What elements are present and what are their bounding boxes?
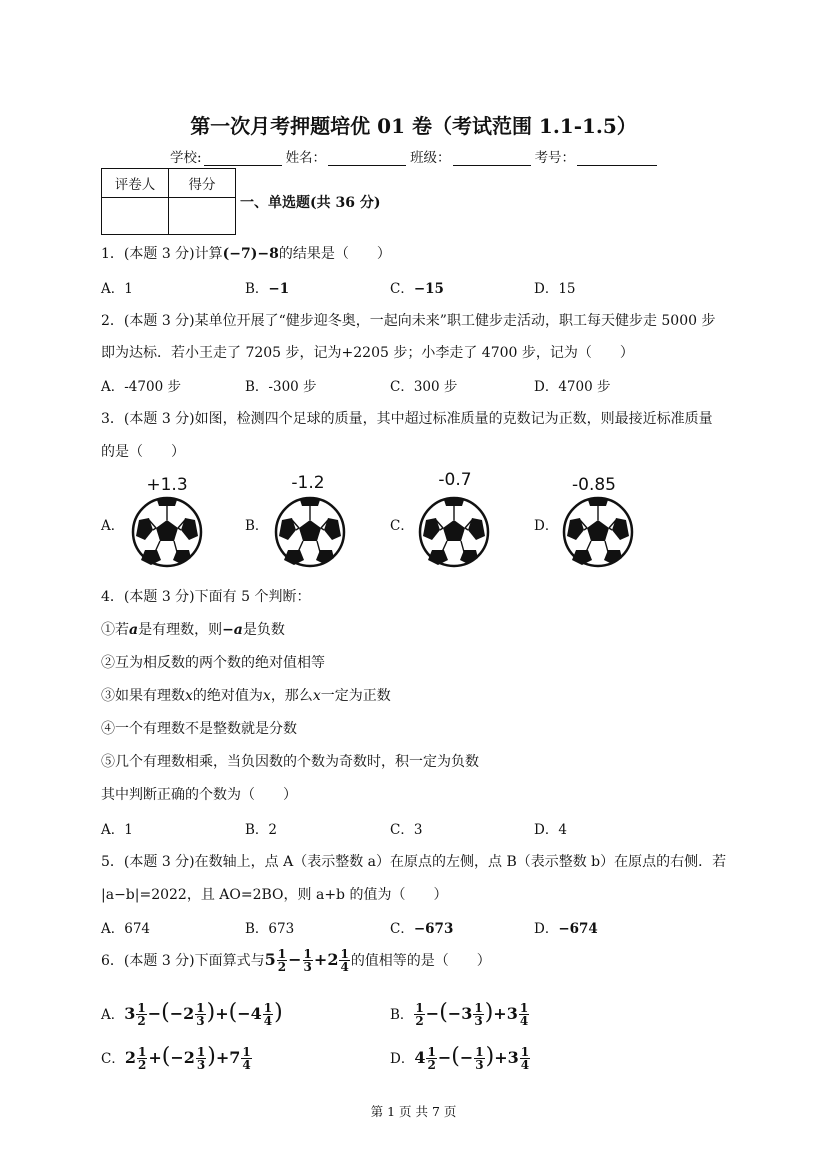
grader-table	[101, 168, 236, 235]
question-4-option-d: D．4	[534, 822, 567, 838]
text: ，那么	[270, 688, 313, 704]
question-2-line-2: 即为达标．若小王走了 7205 步，记为+2205 步；小李走了 4700 步，记为（ ）	[101, 345, 634, 361]
option-label: B．	[245, 281, 269, 297]
question-2-option-c: C．300 步	[390, 379, 458, 395]
option-label: B．	[390, 1007, 414, 1023]
question-3-option-d: D．	[534, 518, 559, 534]
question-2-option-b: B．-300 步	[245, 379, 317, 395]
score-header: 得分	[169, 169, 236, 198]
school-blank	[204, 151, 282, 166]
math-var: x	[312, 688, 321, 704]
question-1-option-a: A．1	[101, 281, 133, 297]
question-5-option-d	[534, 917, 598, 937]
text: 的值相等的是（ ）	[350, 953, 491, 969]
question-4-ask: 其中判断正确的个数为（ ）	[101, 787, 297, 803]
question-1-expression: (−7)−8	[222, 246, 279, 262]
question-4-option-a: A．1	[101, 822, 133, 838]
text: ①若	[101, 622, 129, 638]
question-1-option-c	[390, 277, 444, 297]
option-value: −1	[268, 281, 290, 297]
math-expression: $\frac{1}{2}$ −(−3 $\frac{1}{3}$ )+3 $\frac{1}{4}$	[415, 1000, 529, 1028]
option-label: C．	[390, 281, 414, 297]
soccer-ball-icon	[562, 496, 634, 568]
question-2-line-1: 2．(本题 3 分)某单位开展了“健步迎冬奥，一起向未来”职工健步走活动，职工每天健步走 5000 步	[101, 313, 716, 329]
ball-a-value: +1.3	[146, 475, 188, 495]
option-label: D．	[390, 1051, 415, 1067]
question-6-option-b	[390, 1000, 530, 1027]
section-title: 一、单选题(共 36 分)	[240, 195, 381, 211]
soccer-ball-icon	[274, 496, 346, 568]
score-cell	[169, 198, 236, 235]
question-1-prefix: 1．(本题 3 分)计算	[101, 246, 223, 262]
text: 是负数	[242, 622, 285, 638]
math-expression: 5 $\frac{1}{2}$ − $\frac{1}{3}$ +2 $\frac{1}{4}$	[264, 947, 349, 974]
text: 6．(本题 3 分)下面算式与	[101, 953, 265, 969]
grader-header: 评卷人	[102, 169, 169, 198]
question-4-statement-3	[101, 685, 391, 705]
text: ③如果有理数	[101, 688, 185, 704]
text: 的绝对值为	[192, 688, 263, 704]
math-var: x	[262, 688, 271, 704]
question-1-option-d: D．15	[534, 281, 576, 297]
question-6-option-c	[101, 1044, 253, 1071]
question-1-option-b	[245, 277, 289, 297]
question-3-option-a: A．	[101, 518, 125, 534]
question-5-option-b: B．673	[245, 921, 295, 937]
math-var: −a	[222, 622, 243, 638]
option-label: A．	[101, 1007, 125, 1023]
text: 一定为正数	[320, 688, 391, 704]
ball-b-value: -1.2	[291, 473, 325, 493]
question-5-option-a: A．674	[101, 921, 151, 937]
student-info-line	[170, 146, 661, 166]
question-5-option-c	[390, 917, 453, 937]
option-label: D．	[534, 921, 559, 937]
math-var: x	[185, 688, 193, 704]
grader-cell	[102, 198, 169, 235]
question-1-suffix: 的结果是（ ）	[278, 246, 391, 262]
question-4-option-b: B．2	[245, 822, 278, 838]
exam-no-blank	[577, 151, 657, 166]
option-label: C．	[101, 1051, 125, 1067]
question-3-line-1: 3．(本题 3 分)如图，检测四个足球的质量，其中超过标准质量的克数记为正数，则最接近标准质量	[101, 411, 713, 427]
soccer-ball-icon	[418, 496, 490, 568]
class-blank	[453, 151, 531, 166]
question-1-stem	[101, 243, 391, 263]
ball-d-value: -0.85	[572, 475, 616, 495]
question-3-option-b: B．	[245, 518, 269, 534]
class-label: 班级：	[410, 150, 451, 166]
question-5-line-1: 5．(本题 3 分)在数轴上，点 A（表示整数 a）在原点的左侧，点 B（表示整数 b）在原点的右侧．若	[101, 854, 727, 870]
question-2-option-a: A．-4700 步	[101, 379, 181, 395]
exam-no-label: 考号：	[534, 150, 576, 166]
question-4-statement-1	[101, 619, 285, 639]
ball-c-value: -0.7	[438, 470, 472, 490]
option-value: −673	[413, 921, 454, 937]
question-4-statement-5: ⑤几个有理数相乘，当负因数的个数为奇数时，积一定为负数	[101, 754, 479, 770]
question-4-statement-4: ④一个有理数不是整数就是分数	[101, 721, 297, 737]
name-label: 姓名：	[285, 150, 327, 166]
question-2-option-d: D．4700 步	[534, 379, 611, 395]
math-expression: 2 $\frac{1}{2}$ +(−2 $\frac{1}{3}$ )+7 $\frac{1}{4}$	[124, 1044, 251, 1072]
page-footer: 第 1 页 共 7 页	[370, 1104, 457, 1119]
page-title: 第一次月考押题培优 01 卷（考试范围 1.1-1.5）	[190, 114, 637, 138]
option-value: −674	[558, 921, 598, 937]
math-var: a	[129, 622, 139, 638]
text: 是有理数，则	[138, 622, 223, 638]
option-label: C．	[390, 921, 414, 937]
question-3-line-2: 的是（ ）	[101, 444, 185, 460]
name-blank	[328, 151, 406, 166]
question-3-option-c: C．	[390, 518, 414, 534]
question-4-statement-2: ②互为相反数的两个数的绝对值相等	[101, 655, 325, 671]
math-expression: 3 $\frac{1}{2}$ −(−2 $\frac{1}{3}$ )+(−4 $\frac{1}{4}$ )	[124, 1000, 283, 1028]
question-4-option-c: C．3	[390, 822, 423, 838]
question-6-option-d	[390, 1044, 531, 1071]
math-expression: 4 $\frac{1}{2}$ −(− $\frac{1}{3}$ )+3 $\frac{1}{4}$	[414, 1044, 530, 1072]
school-label: 学校:	[170, 150, 202, 166]
question-5-line-2: |a−b|=2022，且 AO=2BO，则 a+b 的值为（ ）	[101, 887, 448, 903]
question-6-option-a	[101, 1000, 283, 1027]
soccer-ball-icon	[131, 496, 203, 568]
question-6-stem	[101, 948, 491, 973]
question-4-stem: 4．(本题 3 分)下面有 5 个判断：	[101, 589, 311, 605]
option-value: −15	[413, 281, 444, 297]
